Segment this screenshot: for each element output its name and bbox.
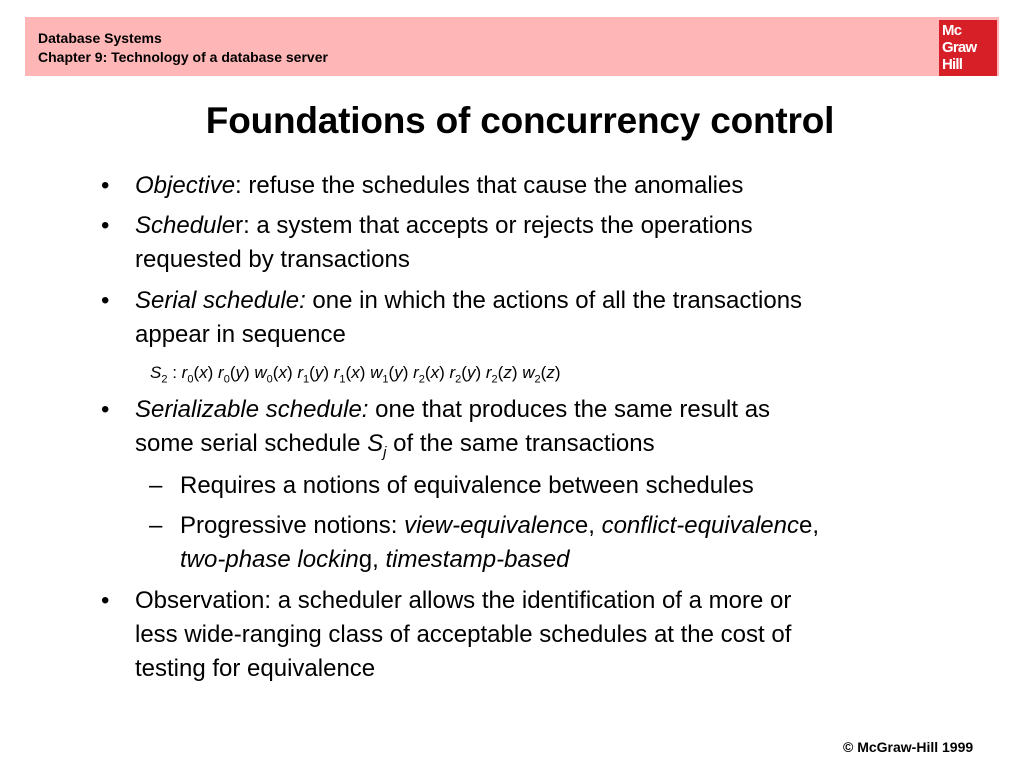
term-objective: Objective — [135, 172, 236, 199]
logo-line-2: Graw — [942, 39, 977, 56]
dash-marker: – — [149, 512, 163, 539]
operation-object: x — [351, 363, 360, 382]
bullet-serializable-schedule — [135, 396, 770, 424]
sub-bullet-equivalence: Requires a notions of equivalence between schedules — [180, 472, 754, 499]
paren-open: ( — [540, 363, 547, 382]
paren-close: ) — [439, 363, 445, 382]
objective-text: : refuse the schedules that cause the anomalies — [235, 172, 744, 199]
observation-line-1: Observation: a scheduler allows the identification of a more or — [135, 587, 792, 614]
copyright-footer: © McGraw-Hill 1999 — [843, 739, 974, 755]
paren-open: ( — [345, 363, 352, 382]
separator-text: g, — [358, 546, 386, 573]
serializable-continuation — [135, 430, 655, 467]
formula-operation — [522, 363, 561, 386]
operation-object: x — [278, 363, 287, 382]
formula-operation — [218, 363, 250, 386]
separator-text: e, — [574, 512, 602, 539]
operation-transaction: 2 — [534, 373, 541, 386]
chapter-title: Chapter 9: Technology of a database server — [38, 49, 328, 65]
paren-close: ) — [402, 363, 409, 382]
operation-object: x — [430, 363, 440, 382]
course-title: Database Systems — [38, 30, 162, 46]
symbol-s: S — [367, 430, 384, 457]
bullet-marker: • — [101, 396, 110, 423]
bullet-marker: • — [101, 212, 110, 239]
scheduler-text: r: a system that accepts or rejects the operations — [235, 212, 753, 239]
serial-text: one in which the actions of all the transactions — [305, 287, 803, 314]
operation-type: w — [254, 363, 267, 382]
paren-open: ( — [388, 363, 395, 382]
operation-type: r — [297, 363, 304, 382]
operation-object: z — [503, 363, 512, 382]
bullet-marker: • — [101, 172, 110, 199]
term-two-phase-locking: two-phase lockin — [180, 546, 359, 573]
paren-open: ( — [424, 363, 431, 382]
term-timestamp-based: timestamp-based — [385, 546, 570, 573]
header-text — [38, 29, 328, 67]
paren-close: ) — [554, 363, 561, 382]
operation-transaction: 2 — [418, 373, 425, 386]
paren-open: ( — [193, 363, 200, 382]
paren-open: ( — [461, 363, 467, 382]
operation-transaction: 0 — [187, 373, 194, 386]
bullet-scheduler — [135, 212, 753, 240]
paren-open: ( — [229, 363, 236, 382]
paren-open: ( — [497, 363, 504, 382]
term-scheduler: Schedule — [135, 212, 236, 239]
observation-line-2: less wide-ranging class of acceptable schedules at the cost of — [135, 621, 792, 648]
formula-operation — [449, 363, 482, 386]
operation-transaction: 2 — [491, 373, 498, 386]
slide-title: Foundations of concurrency control — [205, 100, 835, 141]
bullet-marker: • — [101, 587, 110, 614]
formula-colon: : — [167, 363, 182, 382]
operation-type: r — [333, 363, 340, 382]
operation-object: z — [546, 363, 555, 382]
operation-type: w — [522, 363, 535, 382]
operation-transaction: 2 — [455, 373, 462, 386]
operation-transaction: 0 — [266, 373, 273, 386]
formula-operation — [181, 363, 214, 386]
formula-operation — [413, 363, 445, 386]
paren-close: ) — [243, 363, 250, 382]
operation-type: w — [370, 363, 383, 382]
operation-object: y — [235, 363, 244, 382]
term-serial-schedule: Serial schedule: — [135, 287, 306, 314]
bullet-marker: • — [101, 287, 110, 314]
bullet-objective — [135, 172, 743, 200]
operation-type: r — [413, 363, 419, 382]
formula-schedule-sub: 2 — [161, 373, 168, 386]
progressive-label: Progressive notions: — [180, 512, 405, 539]
term-serializable-schedule: Serializable schedule: — [135, 396, 369, 423]
sub-bullet-progressive-notions — [180, 512, 819, 540]
formula-operation — [297, 363, 330, 386]
slide-header-band — [25, 17, 999, 76]
paren-close: ) — [475, 363, 482, 382]
operation-type: r — [218, 363, 224, 382]
paren-close: ) — [286, 363, 293, 382]
operation-type: r — [181, 363, 188, 382]
operation-transaction: 1 — [303, 373, 310, 386]
scheduler-continuation: requested by transactions — [135, 246, 410, 273]
formula-operation — [370, 363, 409, 386]
operation-transaction: 0 — [223, 373, 230, 386]
paren-close: ) — [511, 363, 518, 382]
operation-object: y — [394, 363, 403, 382]
paren-open: ( — [272, 363, 279, 382]
separator-text: e, — [799, 512, 820, 539]
observation-line-3: testing for equivalence — [135, 655, 376, 682]
serializable-cont-a: some serial schedule — [135, 430, 368, 457]
mcgraw-hill-logo — [939, 20, 997, 76]
progressive-continuation — [180, 546, 570, 574]
formula-operation — [485, 363, 518, 386]
formula-operation — [333, 363, 366, 386]
operation-transaction: 1 — [339, 373, 346, 386]
operation-type: r — [485, 363, 492, 382]
operation-object: y — [466, 363, 476, 382]
logo-line-1: Mc — [942, 22, 962, 39]
logo-line-3: Hill — [942, 56, 963, 73]
bullet-serial-schedule — [135, 287, 802, 315]
operation-type: r — [449, 363, 456, 382]
term-conflict-equivalence: conflict-equivalenc — [601, 512, 799, 539]
symbol-sub-j: j — [383, 443, 387, 461]
schedule-formula — [150, 362, 560, 390]
paren-close: ) — [207, 363, 214, 382]
operation-transaction: 1 — [382, 373, 389, 386]
dash-marker: – — [149, 472, 163, 499]
paren-open: ( — [309, 363, 315, 382]
formula-operation — [254, 363, 293, 386]
formula-schedule-name: S — [150, 363, 162, 382]
serializable-cont-b: of the same transactions — [386, 430, 655, 457]
operation-object: x — [199, 363, 208, 382]
paren-close: ) — [359, 363, 366, 382]
serializable-text: one that produces the same result as — [368, 396, 771, 423]
paren-close: ) — [323, 363, 330, 382]
term-view-equivalence: view-equivalenc — [404, 512, 575, 539]
operation-object: y — [314, 363, 324, 382]
serial-continuation: appear in sequence — [135, 321, 346, 348]
